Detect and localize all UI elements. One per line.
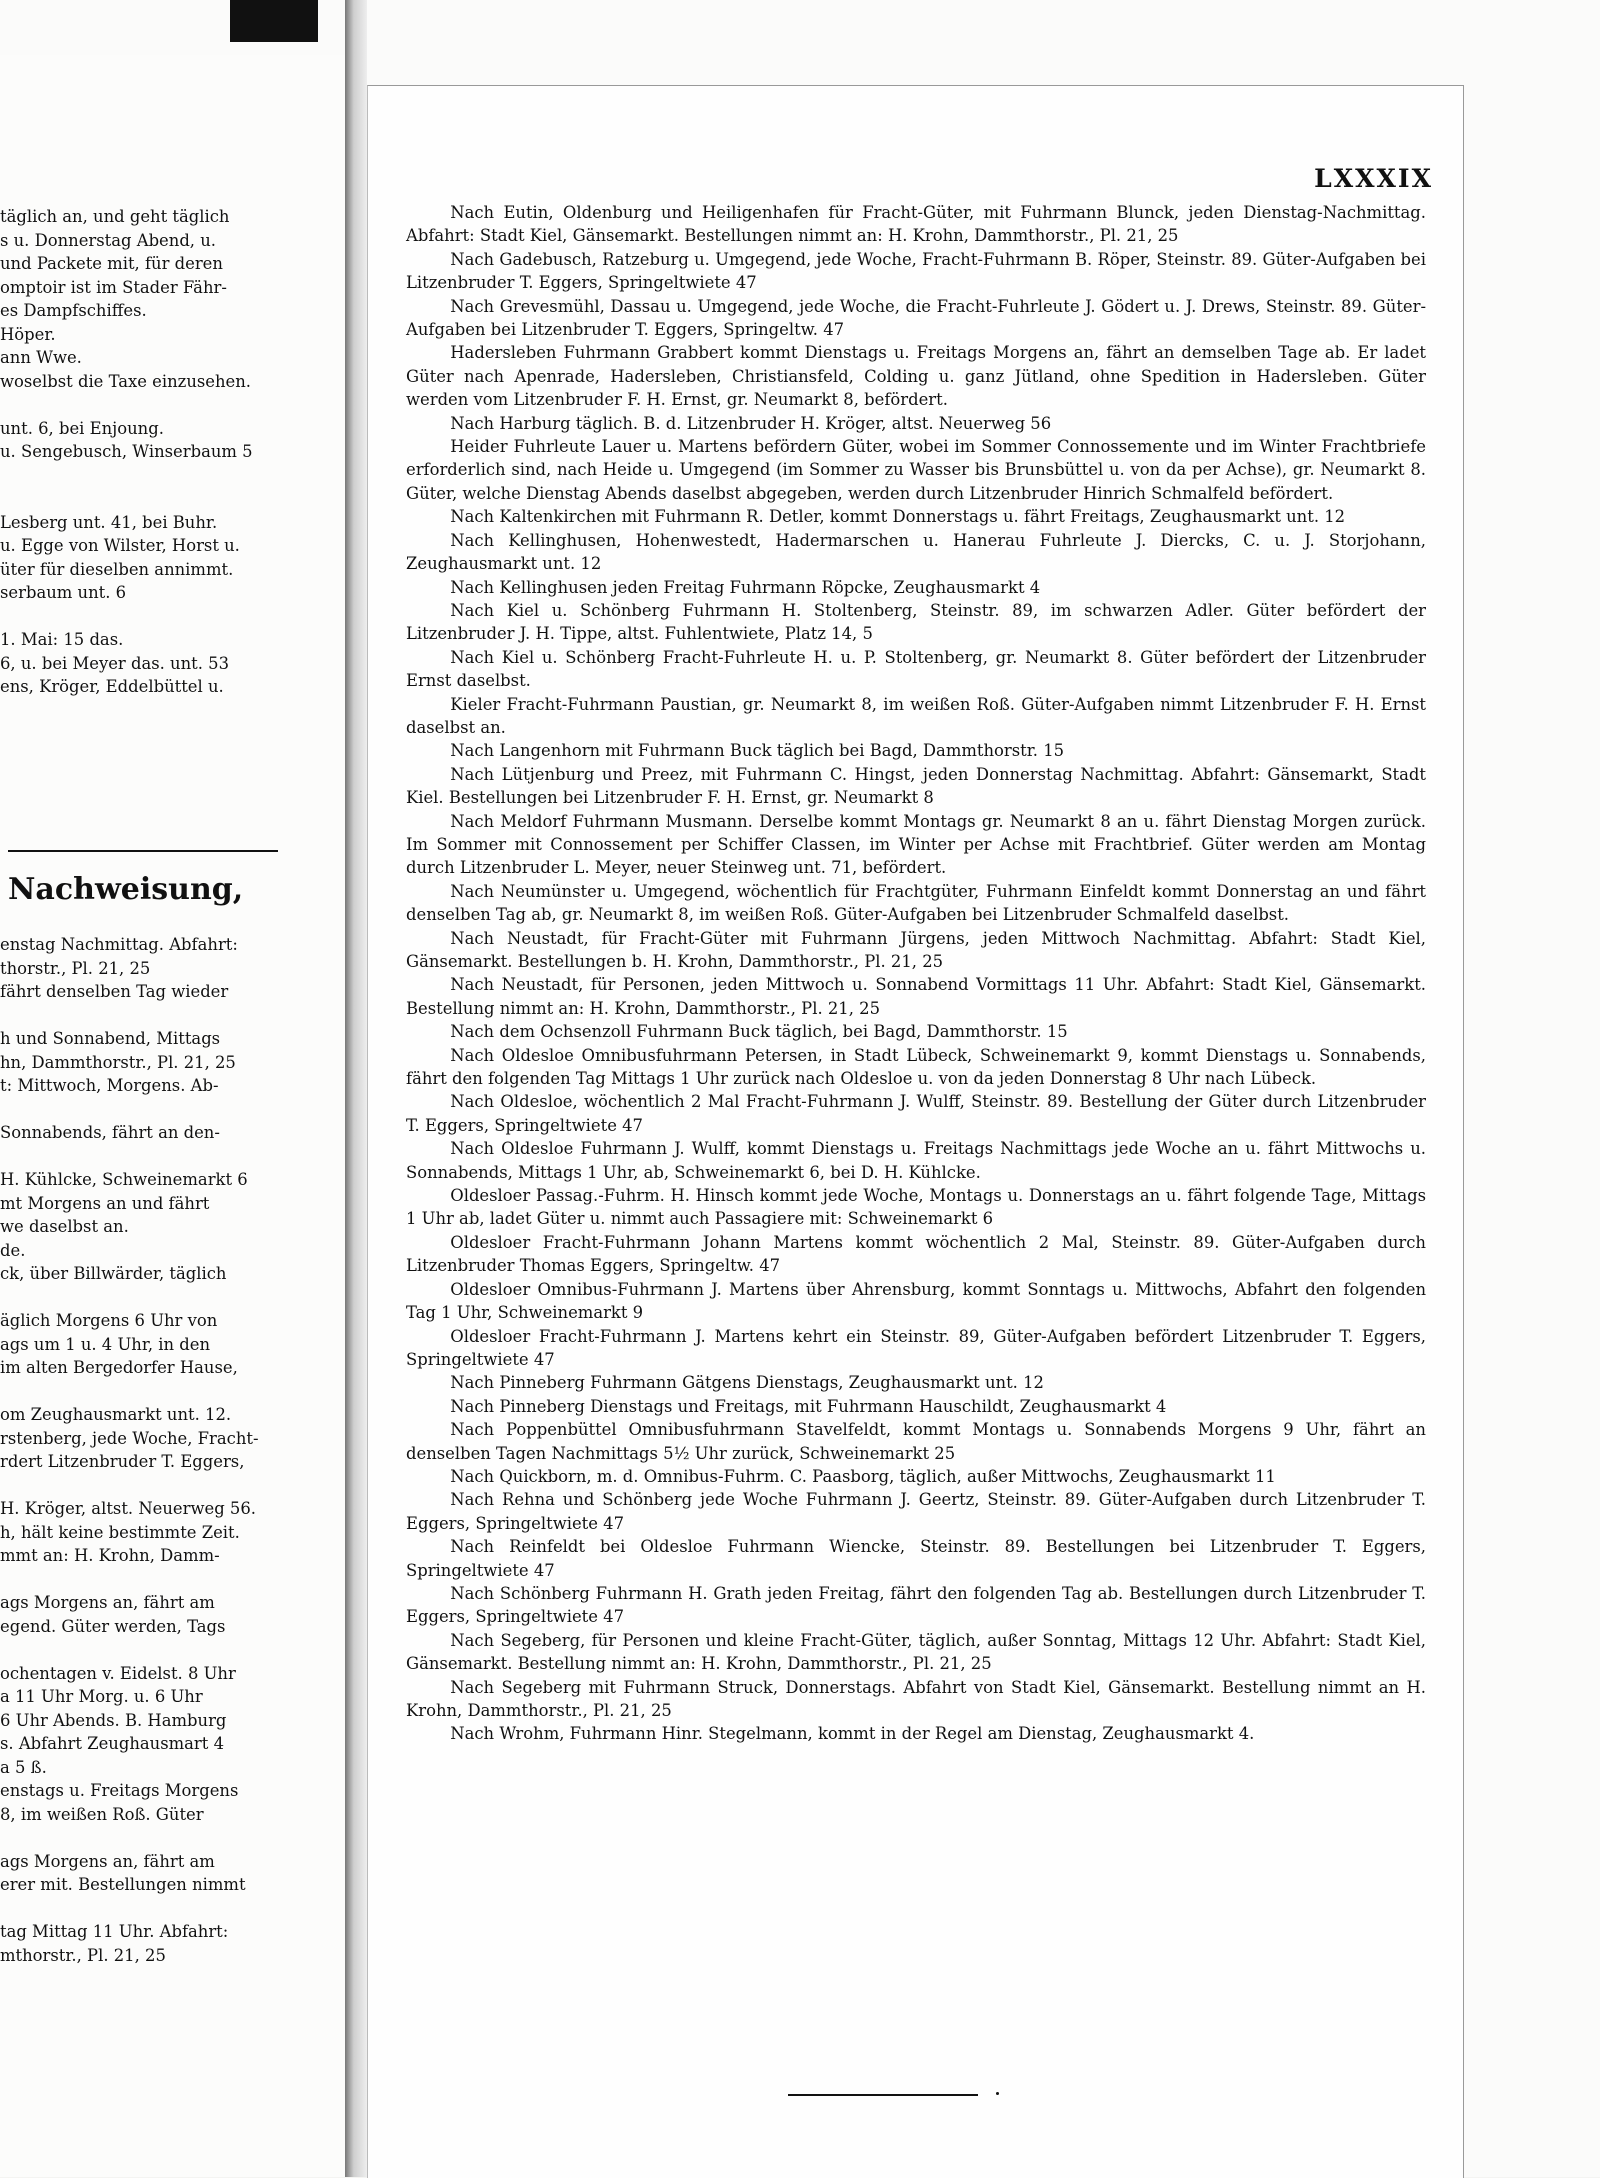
carrier-entry: Nach Oldesloe Omnibusfuhrmann Petersen, in Stadt Lübeck, Schweinemarkt 9, kommt Dienstags u. Sonnabends, fährt den folgenden Tag Mittags 1 Uhr zurück nach Oldesloe u. von da jeden Donnerstag 8 Uhr nach Lübeck.: [406, 1045, 1426, 1089]
left-page-line: [0, 1098, 330, 1122]
left-page-line: we daselbst an.: [0, 1217, 129, 1236]
carrier-entry: Nach Kiel u. Schönberg Fuhrmann H. Stoltenberg, Steinstr. 89, im schwarzen Adler. Güter befördert der Litzenbruder J. H. Tippe, altst. Fuhlentwiete, Platz 14, 5: [406, 600, 1426, 644]
left-page-text-top: [0, 205, 330, 699]
left-page-line: s u. Donnerstag Abend, u.: [0, 230, 216, 250]
left-page-line: s. Abfahrt Zeughausmart 4: [0, 1734, 224, 1753]
left-page-line: mt Morgens an und fährt: [0, 1193, 210, 1213]
left-page-line: im alten Bergedorfer Hause,: [0, 1358, 238, 1377]
left-page-line: [0, 393, 330, 417]
left-page-line: a 5 ß.: [0, 1757, 47, 1777]
left-page-line: [0, 1826, 330, 1850]
carrier-entry: Nach Pinneberg Fuhrmann Gätgens Dienstags, Zeughausmarkt unt. 12: [450, 1373, 1044, 1393]
left-page-line: [0, 1897, 330, 1921]
carrier-entry: Nach Segeberg mit Fuhrmann Struck, Donnerstags. Abfahrt von Stadt Kiel, Gänsemarkt. Bestellung nimmt an H. Krohn, Dammthorstr., Pl. 21, 25: [406, 1677, 1426, 1720]
right-page: [367, 85, 1464, 2178]
left-page-line: 8, im weißen Roß. Güter: [0, 1804, 204, 1824]
left-page-text-bottom: [0, 933, 330, 1967]
left-page-line: mthorstr., Pl. 21, 25: [0, 1945, 166, 1965]
carrier-entry: Nach Poppenbüttel Omnibusfuhrmann Stavelfeldt, kommt Montags u. Sonnabends Morgens 9 Uhr, fährt an denselben Tagen Nachmittags 5½ Uhr zurück, Schweinemarkt 25: [406, 1420, 1426, 1463]
book-gutter: [345, 0, 367, 2177]
left-page-line: hn, Dammthorstr., Pl. 21, 25: [0, 1052, 236, 1072]
carrier-entry: Nach Harburg täglich. B. d. Litzenbruder H. Kröger, altst. Neuerweg 56: [450, 413, 1052, 433]
carrier-entry: Nach Segeberg, für Personen und kleine Fracht-Güter, täglich, außer Sonntag, Mittags 12 Uhr. Abfahrt: Stadt Kiel, Gänsemarkt. Bestellung nimmt an: H. Krohn, Dammthorstr., Pl. 21, 25: [406, 1630, 1426, 1674]
carrier-entry: Nach Langenhorn mit Fuhrmann Buck täglich bei Bagd, Dammthorstr. 15: [450, 741, 1065, 761]
left-page-line: erer mit. Bestellungen nimmt: [0, 1875, 246, 1894]
carrier-entry: Nach Rehna und Schönberg jede Woche Fuhrmann J. Geertz, Steinstr. 89. Güter-Aufgaben durch Litzenbruder T. Eggers, Springeltwiete 47: [406, 1490, 1426, 1533]
left-page-line: H. Kühlcke, Schweinemarkt 6: [0, 1170, 248, 1189]
carrier-entry: Nach Neustadt, für Personen, jeden Mittwoch u. Sonnabend Vormittags 11 Uhr. Abfahrt: Stadt Kiel, Gänsemarkt. Bestellung nimmt an: H. Krohn, Dammthorstr., Pl. 21, 25: [406, 975, 1426, 1018]
carrier-entry: Nach Quickborn, m. d. Omnibus-Fuhrm. C. Paasborg, täglich, außer Mittwochs, Zeughausmarkt 11: [450, 1466, 1276, 1486]
left-page-line: [0, 1380, 330, 1404]
binding-tab: [230, 0, 318, 42]
carrier-entry: Nach Meldorf Fuhrmann Musmann. Derselbe kommt Montags gr. Neumarkt 8 an u. fährt Dienstag Morgen zurück. Im Sommer mit Connossement per Schiffer Classen, im Winter per Achse mit Frachtbrief. Güter werden am Montag durch Litzenbruder L. Meyer, neuer Steinweg unt. 71, befördert.: [406, 811, 1426, 878]
carrier-entry: Nach Gadebusch, Ratzeburg u. Umgegend, jede Woche, Fracht-Fuhrmann B. Röper, Steinstr. 89. Güter-Aufgaben bei Litzenbruder T. Eggers, Springeltwiete 47: [406, 249, 1426, 293]
left-page-line: enstag Nachmittag. Abfahrt:: [0, 935, 238, 954]
carrier-entries: [406, 201, 1426, 1746]
carrier-entry: Oldesloer Omnibus-Fuhrmann J. Martens über Ahrensburg, kommt Sonntags u. Mittwochs, Abfahrt den folgenden Tag 1 Uhr, Schweinemarkt 9: [406, 1279, 1426, 1323]
left-page-line: ens, Kröger, Eddelbüttel u.: [0, 677, 224, 696]
left-page-line: ags um 1 u. 4 Uhr, in den: [0, 1334, 211, 1354]
carrier-entry: Nach Oldesloe, wöchentlich 2 Mal Fracht-Fuhrmann J. Wulff, Steinstr. 89. Bestellung der Güter durch Litzenbruder T. Eggers, Springeltwiete 47: [406, 1092, 1426, 1135]
left-page-line: Lesberg unt. 41, bei Buhr.: [0, 512, 218, 532]
left-page-line: de.: [0, 1240, 26, 1260]
left-page-line: H. Kröger, altst. Neuerweg 56.: [0, 1499, 256, 1518]
page-number: LXXXIX: [1314, 164, 1433, 193]
carrier-entry: Nach Schönberg Fuhrmann H. Grath jeden Freitag, fährt den folgenden Tag ab. Bestellungen durch Litzenbruder T. Eggers, Springeltwiete 47: [406, 1583, 1426, 1627]
left-page-line: enstags u. Freitags Morgens: [0, 1781, 239, 1800]
left-section-heading: Nachweisung,: [8, 872, 244, 907]
carrier-entry: Nach Lütjenburg und Preez, mit Fuhrmann C. Hingst, jeden Donnerstag Nachmittag. Abfahrt: Gänsemarkt, Stadt Kiel. Bestellungen bei Litzenbruder F. H. Ernst, gr. Neumarkt 8: [406, 764, 1426, 808]
left-page-line: [0, 1638, 330, 1662]
carrier-entry: Nach dem Ochsenzoll Fuhrmann Buck täglich, bei Bagd, Dammthorstr. 15: [450, 1022, 1068, 1042]
left-page-line: serbaum unt. 6: [0, 583, 127, 602]
left-page-line: 1. Mai: 15 das.: [0, 630, 124, 649]
carrier-entry: Nach Grevesmühl, Dassau u. Umgegend, jede Woche, die Fracht-Fuhrleute J. Gödert u. J. Drews, Steinstr. 89. Güter-Aufgaben bei Litzenbruder T. Eggers, Springeltw. 47: [406, 296, 1426, 340]
carrier-entry: Nach Kiel u. Schönberg Fracht-Fuhrleute H. u. P. Stoltenberg, gr. Neumarkt 8. Güter befördert der Litzenbruder Ernst daselbst.: [406, 647, 1426, 691]
left-page-line: ags Morgens an, fährt am: [0, 1593, 215, 1612]
left-page-line: [0, 464, 330, 488]
left-page-line: [0, 1474, 330, 1498]
carrier-entry: Nach Neumünster u. Umgegend, wöchentlich für Frachtgüter, Fuhrmann Einfeldt kommt Donnerstag an und fährt denselben Tag ab, gr. Neumarkt 8, im weißen Roß. Güter-Aufgaben bei Litzenbruder Schmalfeld daselbst.: [406, 881, 1426, 925]
carrier-entry: Nach Neustadt, für Fracht-Güter mit Fuhrmann Jürgens, jeden Mittwoch Nachmittag. Abfahrt: Stadt Kiel, Gänsemarkt. Bestellungen b. H. Krohn, Dammthorstr., Pl. 21, 25: [406, 928, 1426, 971]
carrier-entry: Heider Fuhrleute Lauer u. Martens befördern Güter, wobei im Sommer Connossemente und im Winter Frachtbriefe erforderlich sind, nach Heide u. Umgegend (im Sommer zu Wasser bis Brunsbüttel u. von da per Achse), gr. Neumarkt 8. Güter, welche Dienstag Abends daselbst abgegeben, werden durch Litzenbruder Hinrich Schmalfeld befördert.: [406, 437, 1426, 503]
carrier-entry: Kieler Fracht-Fuhrmann Paustian, gr. Neumarkt 8, im weißen Roß. Güter-Aufgaben nimmt Litzenbruder F. H. Ernst daselbst an.: [406, 694, 1426, 737]
left-page-line: h, hält keine bestimmte Zeit.: [0, 1522, 240, 1542]
left-page-line: rstenberg, jede Woche, Fracht-: [0, 1428, 259, 1448]
left-page-line: ann Wwe.: [0, 348, 82, 367]
carrier-entry: Nach Oldesloe Fuhrmann J. Wulff, kommt Dienstags u. Freitags Nachmittags jede Woche an u. fährt Mittwochs u. Sonnabends, Mittags 1 Uhr, ab, Schweinemarkt 6, bei D. H. Kühlcke.: [406, 1139, 1426, 1182]
left-page-line: unt. 6, bei Enjoung.: [0, 418, 164, 438]
carrier-entry: Oldesloer Passag.-Fuhrm. H. Hinsch kommt jede Woche, Montags u. Donnerstags an u. fährt folgende Tage, Mittags 1 Uhr ab, ladet Güter u. nimmt auch Passagiere mit: Schweinemarkt 6: [406, 1186, 1426, 1229]
left-section-rule: [8, 850, 278, 852]
carrier-entry: Nach Pinneberg Dienstags und Freitags, mit Fuhrmann Hauschildt, Zeughausmarkt 4: [450, 1396, 1167, 1416]
left-page-line: tag Mittag 11 Uhr. Abfahrt:: [0, 1922, 229, 1941]
left-page-line: äglich Morgens 6 Uhr von: [0, 1311, 218, 1330]
left-page-line: [0, 1004, 330, 1028]
carrier-entry: Hadersleben Fuhrmann Grabbert kommt Dienstags u. Freitags Morgens an, fährt an demselben Tage ab. Er ladet Güter nach Apenrade, Hadersleben, Christiansfeld, Colding u. ganz Jütland, ohne Spedition in Hadersleben. Güter werden vom Litzenbruder F. H. Ernst, gr. Neumarkt 8, befördert.: [406, 343, 1426, 410]
left-page-line: fährt denselben Tag wieder: [0, 982, 229, 1001]
carrier-entry: Nach Reinfeldt bei Oldesloe Fuhrmann Wiencke, Steinstr. 89. Bestellungen bei Litzenbruder T. Eggers, Springeltwiete 47: [406, 1537, 1426, 1580]
left-page-line: u. Egge von Wilster, Horst u.: [0, 536, 240, 555]
left-page-line: mmt an: H. Krohn, Damm-: [0, 1546, 220, 1565]
left-page-line: [0, 605, 330, 629]
carrier-entry: Nach Kaltenkirchen mit Fuhrmann R. Detler, kommt Donnerstags u. fährt Freitags, Zeughausmarkt unt. 12: [450, 507, 1346, 527]
left-page-line: om Zeughausmarkt unt. 12.: [0, 1405, 232, 1424]
end-dot: [996, 2092, 999, 2095]
left-page-line: täglich an, und geht täglich: [0, 207, 230, 226]
left-page-line: üter für dieselben annimmt.: [0, 559, 234, 579]
left-page-line: es Dampfschiffes.: [0, 301, 147, 320]
left-page-line: und Packete mit, für deren: [0, 254, 223, 273]
left-page-line: Sonnabends, fährt an den-: [0, 1123, 220, 1142]
left-page-line: [0, 487, 330, 511]
carrier-entry: Nach Kellinghusen, Hohenwestedt, Hadermarschen u. Hanerau Fuhrleute J. Diercks, C. u. J. Storjohann, Zeughausmarkt unt. 12: [406, 530, 1426, 574]
carrier-entry: Nach Eutin, Oldenburg und Heiligenhafen für Fracht-Güter, mit Fuhrmann Blunck, jeden Dienstag-Nachmittag. Abfahrt: Stadt Kiel, Gänsemarkt. Bestellungen nimmt an: H. Krohn, Dammthorstr., Pl. 21, 25: [406, 203, 1426, 246]
left-page-line: 6 Uhr Abends. B. Hamburg: [0, 1710, 227, 1730]
left-page-line: [0, 1286, 330, 1310]
left-page-line: 6, u. bei Meyer das. unt. 53: [0, 653, 230, 673]
left-page-line: [0, 1568, 330, 1592]
left-page-line: egend. Güter werden, Tags: [0, 1616, 226, 1636]
left-page-line: t: Mittwoch, Morgens. Ab-: [0, 1076, 219, 1095]
left-page-line: ck, über Billwärder, täglich: [0, 1264, 227, 1283]
end-rule: [788, 2094, 978, 2096]
carrier-entry: Oldesloer Fracht-Fuhrmann J. Martens kehrt ein Steinstr. 89, Güter-Aufgaben befördert Litzenbruder T. Eggers, Springeltwiete 47: [406, 1326, 1426, 1369]
left-page-line: woselbst die Taxe einzusehen.: [0, 371, 252, 391]
carrier-entry: Nach Kellinghusen jeden Freitag Fuhrmann Röpcke, Zeughausmarkt 4: [450, 577, 1041, 597]
left-page-line: ags Morgens an, fährt am: [0, 1851, 215, 1871]
carrier-entry: Nach Wrohm, Fuhrmann Hinr. Stegelmann, kommt in der Regel am Dienstag, Zeughausmarkt 4.: [450, 1724, 1255, 1744]
left-page-line: [0, 1145, 330, 1169]
carrier-entry: Oldesloer Fracht-Fuhrmann Johann Martens kommt wöchentlich 2 Mal, Steinstr. 89. Güter-Aufgaben durch Litzenbruder Thomas Eggers, Springeltw. 47: [406, 1232, 1426, 1276]
left-page-line: a 11 Uhr Morg. u. 6 Uhr: [0, 1687, 203, 1706]
left-page-line: thorstr., Pl. 21, 25: [0, 958, 151, 978]
left-page-line: rdert Litzenbruder T. Eggers,: [0, 1452, 245, 1471]
left-page-line: u. Sengebusch, Winserbaum 5: [0, 442, 253, 461]
left-page: [0, 55, 348, 2177]
left-page-line: ochentagen v. Eidelst. 8 Uhr: [0, 1663, 236, 1683]
left-page-line: h und Sonnabend, Mittags: [0, 1029, 221, 1048]
left-page-line: omptoir ist im Stader Fähr-: [0, 277, 227, 297]
left-page-line: Höper.: [0, 324, 56, 344]
